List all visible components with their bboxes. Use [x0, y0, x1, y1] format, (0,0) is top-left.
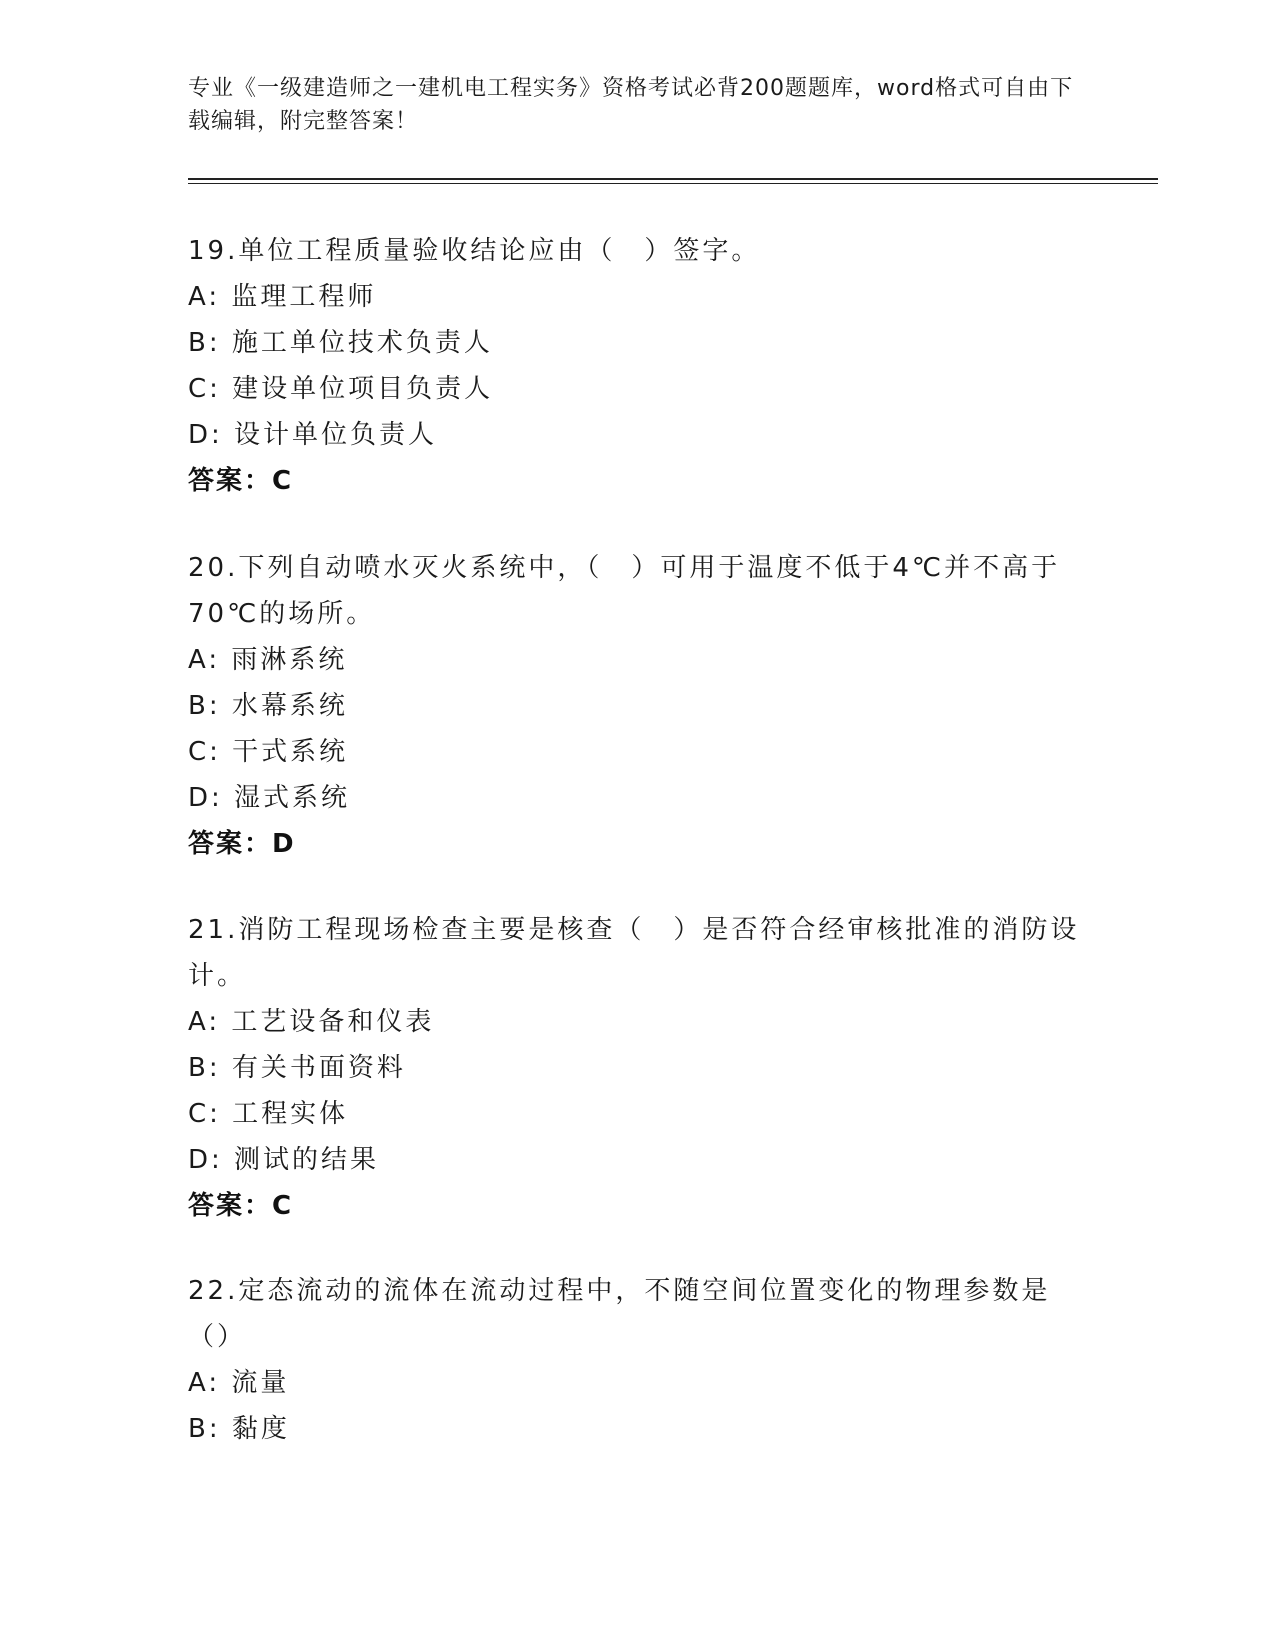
option-c: C: 工程实体 [188, 1099, 349, 1129]
option-b: B: 有关书面资料 [188, 1053, 406, 1083]
question-20 [188, 545, 1088, 867]
option-a: A: 雨淋系统 [188, 645, 348, 675]
answer: 答案：C [188, 466, 294, 496]
option-c: C: 干式系统 [188, 737, 349, 767]
question-stem: 20.下列自动喷水灭火系统中，（ ）可用于温度不低于4℃并不高于70℃的场所。 [188, 553, 1061, 629]
option-c: C: 建设单位项目负责人 [188, 374, 494, 404]
question-22 [188, 1268, 1088, 1452]
question-19 [188, 228, 1088, 504]
option-b: B: 施工单位技术负责人 [188, 328, 493, 358]
header-divider-thick [188, 178, 1158, 180]
option-d: D: 设计单位负责人 [188, 420, 438, 450]
question-stem: 21.消防工程现场检查主要是核查（ ）是否符合经审核批准的消防设计。 [188, 915, 1080, 991]
option-a: A: 工艺设备和仪表 [188, 1007, 435, 1037]
answer: 答案：D [188, 829, 296, 859]
option-d: D: 测试的结果 [188, 1145, 380, 1175]
option-a: A: 监理工程师 [188, 282, 377, 312]
option-b: B: 黏度 [188, 1414, 290, 1444]
option-d: D: 湿式系统 [188, 783, 351, 813]
header-divider-thin [188, 183, 1158, 184]
question-stem: 22.定态流动的流体在流动过程中，不随空间位置变化的物理参数是（） [188, 1276, 1051, 1352]
option-b: B: 水幕系统 [188, 691, 348, 721]
question-stem: 19.单位工程质量验收结论应由（ ）签字。 [188, 236, 761, 266]
option-a: A: 流量 [188, 1368, 290, 1398]
question-21 [188, 907, 1088, 1229]
document-header: 专业《一级建造师之一建机电工程实务》资格考试必背200题题库，word格式可自由下载编辑，附完整答案！ [188, 76, 1074, 134]
answer: 答案：C [188, 1191, 294, 1221]
